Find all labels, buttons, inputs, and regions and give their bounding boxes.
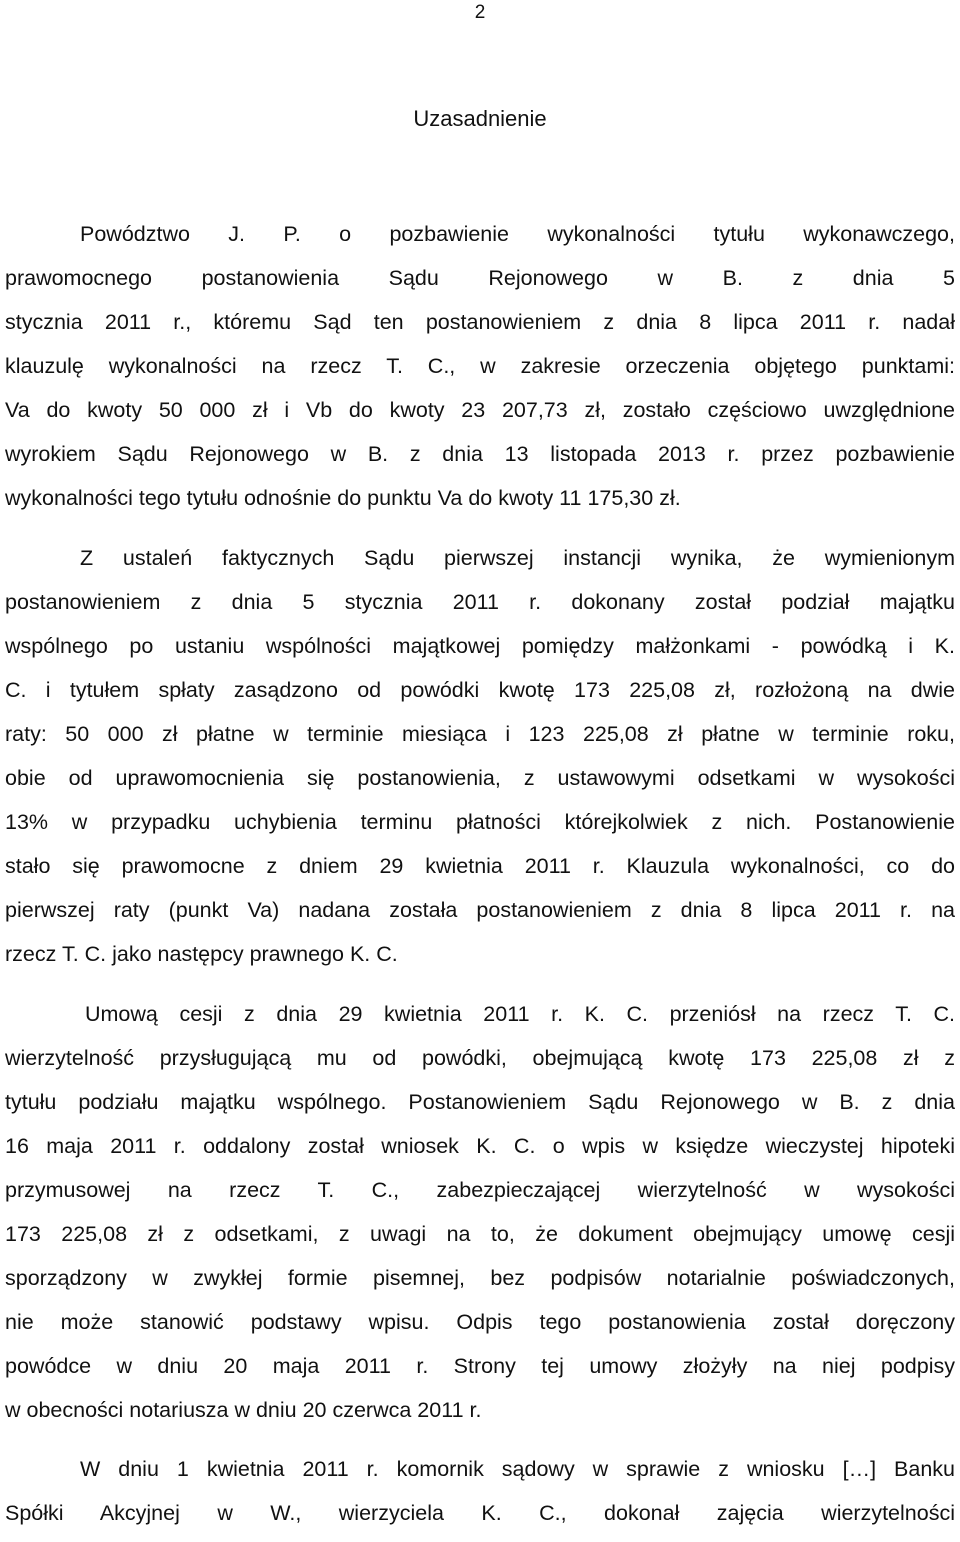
document-title: Uzasadnienie bbox=[413, 106, 547, 131]
paragraph-2 bbox=[5, 543, 955, 983]
text-line: rzecz T. C. jako następcy prawnego K. C. bbox=[5, 942, 398, 966]
text-line: 13% w przypadku uchybienia terminu płatności którejkolwiek z nich. Postanowienie bbox=[5, 810, 955, 834]
text-line: tytułu podziału majątku wspólnego. Postanowieniem Sądu Rejonowego w B. z dnia bbox=[5, 1090, 955, 1114]
text-line: wykonalności tego tytułu odnośnie do punktu Va do kwoty 11 175,30 zł. bbox=[5, 486, 681, 510]
text-line: wspólnego po ustaniu wspólności majątkowej pomiędzy małżonkami - powódką i K. bbox=[5, 634, 955, 658]
text-line: stycznia 2011 r., któremu Sąd ten postanowieniem z dnia 8 lipca 2011 r. nadał bbox=[5, 310, 955, 334]
text-line: prawomocnego postanowienia Sądu Rejonowego w B. z dnia 5 bbox=[5, 266, 955, 290]
text-line: C. i tytułem spłaty zasądzono od powódki kwotę 173 225,08 zł, rozłożoną na dwie bbox=[5, 678, 955, 702]
paragraph-3 bbox=[5, 999, 955, 1439]
text-line: Z ustaleń faktycznych Sądu pierwszej instancji wynika, że wymienionym bbox=[80, 546, 955, 570]
text-line: Umową cesji z dnia 29 kwietnia 2011 r. K. C. przeniósł na rzecz T. C. bbox=[85, 1002, 955, 1026]
text-line: obie od uprawomocnienia się postanowienia, z ustawowymi odsetkami w wysokości bbox=[5, 766, 955, 790]
text-line: klauzulę wykonalności na rzecz T. C., w zakresie orzeczenia objętego punktami: bbox=[5, 354, 955, 378]
text-line: W dniu 1 kwietnia 2011 r. komornik sądowy w sprawie z wniosku […] Banku bbox=[80, 1457, 955, 1481]
page-number: 2 bbox=[474, 2, 486, 23]
text-line: stało się prawomocne z dniem 29 kwietnia 2011 r. Klauzula wykonalności, co do bbox=[5, 854, 955, 878]
text-line: przymusowej na rzecz T. C., zabezpieczającej wierzytelność w wysokości bbox=[5, 1178, 955, 1202]
text-line: Spółki Akcyjnej w W., wierzyciela K. C., dokonał zajęcia wierzytelności bbox=[5, 1501, 955, 1525]
text-line: w obecności notariusza w dniu 20 czerwca 2011 r. bbox=[5, 1398, 482, 1422]
text-line: pierwszej raty (punkt Va) nadana została postanowieniem z dnia 8 lipca 2011 r. na bbox=[5, 898, 955, 922]
text-line: 16 maja 2011 r. oddalony został wniosek K. C. o wpis w księdze wieczystej hipoteki bbox=[5, 1134, 955, 1158]
text-line: wyrokiem Sądu Rejonowego w B. z dnia 13 listopada 2013 r. przez pozbawienie bbox=[5, 442, 955, 466]
text-line: postanowieniem z dnia 5 stycznia 2011 r. dokonany został podział majątku bbox=[5, 590, 955, 614]
text-line: powódce w dniu 20 maja 2011 r. Strony tej umowy złożyły na niej podpisy bbox=[5, 1354, 955, 1378]
text-line: raty: 50 000 zł płatne w terminie miesiąca i 123 225,08 zł płatne w terminie roku, bbox=[5, 722, 955, 746]
paragraph-4 bbox=[5, 1454, 955, 1542]
text-line: Va do kwoty 50 000 zł i Vb do kwoty 23 207,73 zł, zostało częściowo uwzględnione bbox=[5, 398, 955, 422]
text-line: wierzytelność przysługującą mu od powódki, obejmującą kwotę 173 225,08 zł z bbox=[5, 1046, 955, 1070]
text-line: nie może stanowić podstawy wpisu. Odpis tego postanowienia został doręczony bbox=[5, 1310, 955, 1334]
text-line: 173 225,08 zł z odsetkami, z uwagi na to, że dokument obejmujący umowę cesji bbox=[5, 1222, 955, 1246]
text-line: sporządzony w zwykłej formie pisemnej, bez podpisów notarialnie poświadczonych, bbox=[5, 1266, 955, 1290]
paragraph-1 bbox=[5, 219, 955, 527]
text-line: Powództwo J. P. o pozbawienie wykonalności tytułu wykonawczego, bbox=[80, 222, 955, 246]
